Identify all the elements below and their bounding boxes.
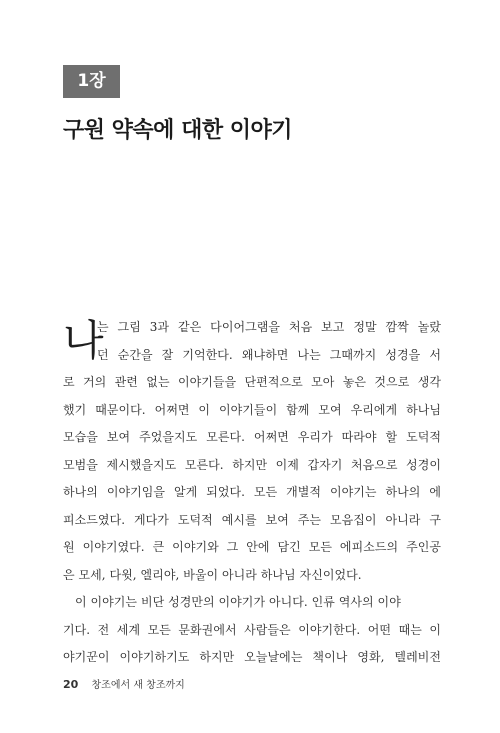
text-line: 하나의 이야기임을 알게 되었다. 모든 개별적 이야기는 하나의 에 [63,485,441,499]
text-line: 기다. 전 세계 모든 문화권에서 사람들은 이야기한다. 어떤 때는 이 [63,622,441,637]
text-line: 는 그림 3과 같은 다이어그램을 처음 보고 정말 깜짝 놀랐 [97,320,441,334]
chapter-badge: 1장 [63,65,120,98]
text-line: 했기 때문이다. 어쩌면 이 이야기들이 함께 모여 우리에게 하나님 [63,402,441,417]
body-text [63,314,441,672]
text-line: 야기꾼이 이야기하기도 하지만 오늘날에는 책이나 영화, 텔레비전 [63,650,441,664]
text-line: 모습을 보여 주었을지도 모른다. 어쩌면 우리가 따라야 할 도덕적 [63,430,441,444]
text-line: 은 모세, 다윗, 엘리야, 바울이 아니라 하나님 자신이었다. [63,567,362,582]
drop-cap: 나 [63,316,104,365]
text-line: 피소드였다. 게다가 도덕적 예시를 보여 주는 모음집이 아니라 구 [63,512,441,527]
text-line: 모범을 제시했을지도 모른다. 하지만 이제 갑자기 처음으로 성경이 [63,457,441,472]
text-line: 던 순간을 잘 기억한다. 왜냐하면 나는 그때까지 성경을 서 [97,347,441,362]
page-footer [63,676,185,691]
text-line: 원 이야기였다. 큰 이야기와 그 안에 담긴 모든 에피소드의 주인공 [63,540,441,554]
text-line: 로 거의 관련 없는 이야기들을 단편적으로 모아 놓은 것으로 생각 [63,375,441,389]
chapter-title: 구원 약속에 대한 이야기 [63,118,292,143]
book-title: 창조에서 새 창조까지 [91,680,185,691]
page-number: 20 [63,678,79,691]
text-line: 이 이야기는 비단 성경만의 이야기가 아니다. 인류 역사의 이야 [75,595,401,609]
